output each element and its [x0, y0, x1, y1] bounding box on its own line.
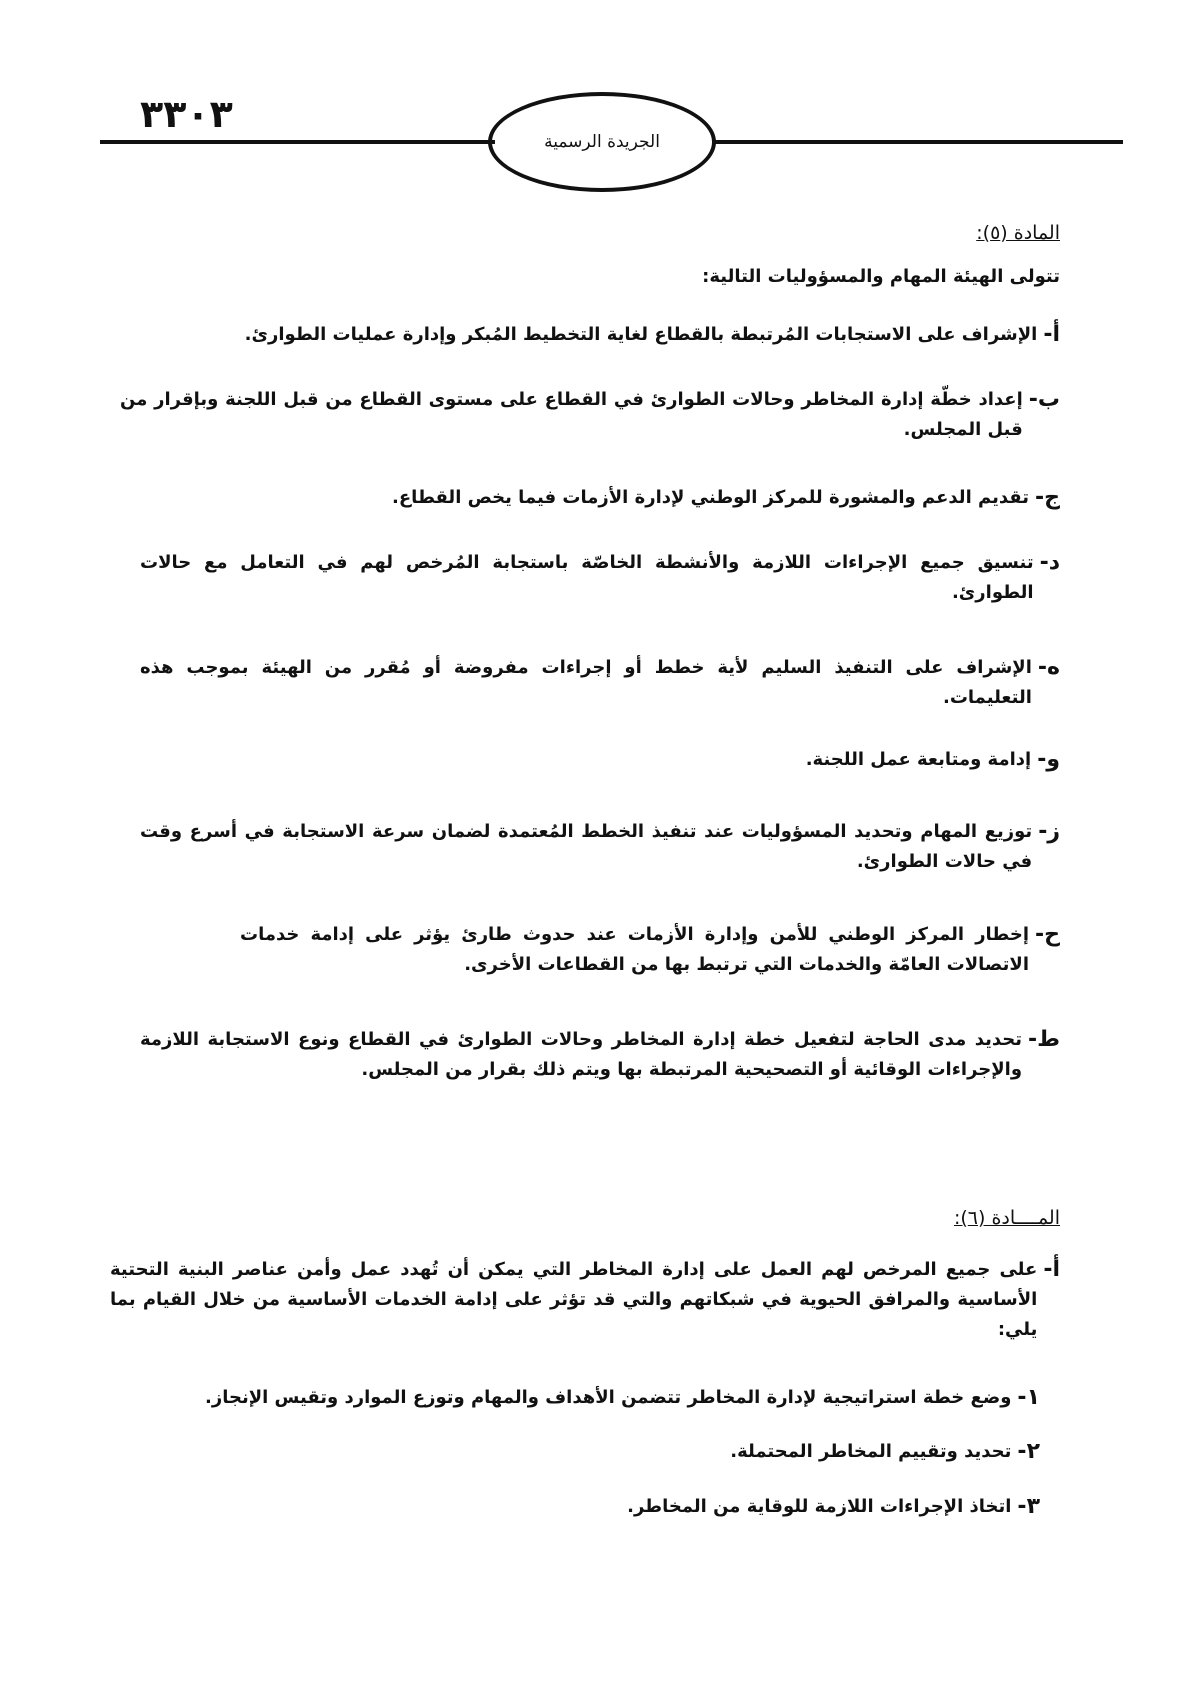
item-text: إعداد خطّة إدارة المخاطر وحالات الطوارئ في القطاع على مستوى القطاع من قبل اللجنة وبإقرار من قبل المجلس.	[120, 389, 1023, 440]
item-text: وضع خطة استراتيجية لإدارة المخاطر تتضمن الأهداف والمهام وتوزع الموارد وتقيس الإنجاز.	[205, 1387, 1012, 1408]
item-letter: و-	[1037, 747, 1060, 772]
item-text: الإشراف على الاستجابات المُرتبطة بالقطاع لغاية التخطيط المُبكر وإدارة عمليات الطوارئ.	[244, 324, 1038, 345]
item-text: على جميع المرخص لهم العمل على إدارة المخاطر التي يمكن أن تُهدد عمل وأمن عناصر البنية التحتية الأساسية والمرافق الحيوية في شبكاتهم والتي قد تؤثر على إدامة الخدمات الأساسية من خلال القيام بما يلي:	[110, 1259, 1038, 1340]
item-text: تنسيق جميع الإجراءات اللازمة والأنشطة الخاصّة باستجابة المُرخص لهم في التعامل مع حالات الطوارئ.	[140, 552, 1034, 603]
article5-item-d	[140, 548, 1060, 608]
item-text: تقديم الدعم والمشورة للمركز الوطني لإدارة الأزمات فيما يخص القطاع.	[392, 487, 1029, 508]
header-rule-right	[715, 140, 1123, 144]
item-letter: ز-	[1038, 819, 1060, 844]
item-letter: ١-	[1017, 1385, 1040, 1410]
article5-item-a	[160, 320, 1060, 350]
item-letter: ج-	[1035, 485, 1060, 510]
page-number: ٣٣٠٣	[140, 92, 233, 136]
article5-item-i	[140, 1025, 1060, 1085]
item-letter: د-	[1039, 550, 1060, 575]
item-text: الإشراف على التنفيذ السليم لأية خطط أو إجراءات مفروضة أو مُقرر من الهيئة بموجب هذه التعليمات.	[140, 657, 1032, 708]
item-text: توزيع المهام وتحديد المسؤوليات عند تنفيذ الخطط المُعتمدة لضمان سرعة الاستجابة في أسرع وقت في حالات الطوارئ.	[140, 821, 1033, 872]
article5-item-g	[140, 817, 1060, 877]
article5-item-h	[240, 920, 1060, 980]
item-text: تحديد وتقييم المخاطر المحتملة.	[730, 1441, 1012, 1462]
item-text: إخطار المركز الوطني للأمن وإدارة الأزمات عند حدوث طارئ يؤثر على إدامة خدمات الاتصالات العامّة والخدمات التي ترتبط بها من القطاعات الأخرى.	[240, 924, 1029, 975]
article6-heading: المــــادة (٦):	[953, 1207, 1060, 1229]
article6-sub-3	[580, 1492, 1040, 1522]
item-letter: ٢-	[1017, 1439, 1040, 1464]
article5-item-e	[140, 653, 1060, 713]
article6-sub-2	[680, 1437, 1040, 1467]
item-text: تحديد مدى الحاجة لتفعيل خطة إدارة المخاطر وحالات الطوارئ في القطاع ونوع الاستجابة اللازمة والإجراءات الوقائية أو التصحيحية المرتبطة بها ويتم ذلك بقرار من المجلس.	[140, 1029, 1023, 1080]
gazette-title-oval	[488, 92, 716, 192]
gazette-title: الجريدة الرسمية	[544, 132, 660, 152]
header-rule-left	[100, 140, 495, 144]
item-letter: ح-	[1035, 922, 1060, 947]
article5-item-c	[340, 483, 1060, 513]
item-letter: ه-	[1037, 655, 1060, 680]
article5-item-b	[120, 385, 1060, 445]
article6-item-a	[110, 1255, 1060, 1345]
item-letter: أ-	[1043, 322, 1060, 347]
item-letter: ٣-	[1017, 1494, 1040, 1519]
article5-item-f	[720, 745, 1060, 775]
item-letter: ط-	[1028, 1027, 1060, 1052]
item-letter: أ-	[1043, 1257, 1060, 1282]
item-letter: ب-	[1028, 387, 1060, 412]
article5-heading: المادة (٥):	[976, 222, 1060, 244]
item-text: اتخاذ الإجراءات اللازمة للوقاية من المخاطر.	[627, 1496, 1012, 1517]
article5-intro: تتولى الهيئة المهام والمسؤوليات التالية:	[702, 266, 1060, 287]
article6-sub-1	[120, 1383, 1040, 1413]
item-text: إدامة ومتابعة عمل اللجنة.	[805, 749, 1032, 770]
